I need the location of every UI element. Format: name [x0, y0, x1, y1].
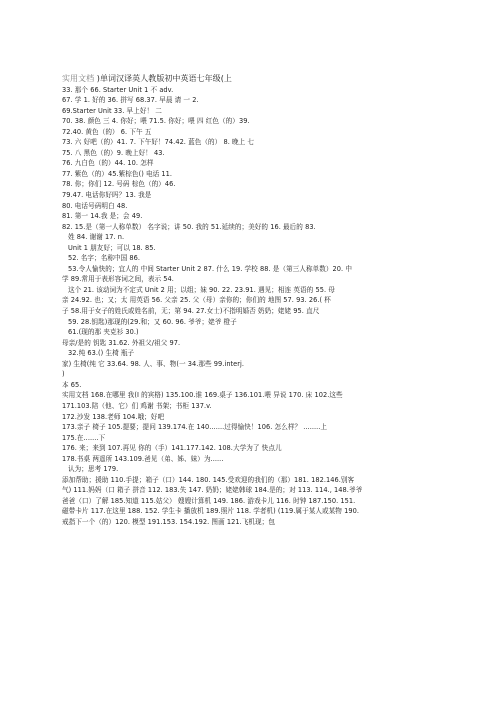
- text-line: 176. 来；来到 107.再见 你的（手）141.177.142. 108.大学为了 快点儿: [62, 444, 282, 453]
- text-line: 75. 八 黑色（的）9. 晚上好！ 43.: [62, 148, 165, 157]
- text-line: 173.亲子 椅子 105.提要；提问 139.174.在 140.......过得愉快！106. 怎么样？ ........上: [62, 423, 328, 432]
- text-line: 76. 九白色（的）44. 10. 怎样: [62, 159, 154, 168]
- text-line: 爸爸（口）了解 185.知道 115.姑父） 嫂嫂计算机 149. 186. 游戏卡儿 116. 时钟 187.150. 151.: [62, 496, 356, 505]
- text-line: 78. 你；你们 12. 号码 棕色（的）46.: [62, 180, 176, 189]
- text-line: 172.沙发 138.老师 104.哦；好吧: [62, 412, 165, 421]
- text-line: 77. 紫色（的）45.紫棕色() 电话 11.: [62, 169, 173, 178]
- text-line: 73. 六 好吧（的）41. 7. 下午好！74.42. 蓝色（的） 8. 晚上 七: [62, 138, 255, 147]
- text-line: 磁带卡片 117.在这里 188. 152. 学生卡 播放机 189.照片 118. 学者机) (119.属于某人或某物 190.: [62, 507, 359, 516]
- text-line: 61.(现的那 夹克衫 30.): [68, 328, 139, 337]
- text-line: 59. 28.钥匙)那现的(29.和；又 60. 96. 爷爷；姥爷 橙子: [68, 317, 237, 326]
- text-line: 69.Starter Unit 33. 早上好！ 二: [62, 106, 162, 115]
- text-line: 亲 24.92. 也；又；太 用英语 56. 父亲 25. 父（母）亲你的；你们的 地图 57. 93. 26.( 杯: [62, 296, 331, 305]
- text-line: 学 89.常用于表形容词之间，表示 54.: [62, 275, 174, 284]
- text-line: 母亲/是的 钥匙 31.62. 外祖父/祖父 97.: [62, 338, 181, 347]
- text-line: 家) 生椅(纯 它 33.64. 98. 人、事、物(一 34.那些 99.interj.: [62, 359, 245, 368]
- text-line: 子 58.用于女子的姓氏或姓名前，无；第 94. 27.女士)不指明婚否 奶奶；姥姥 95. 直尺: [62, 307, 320, 316]
- text-line: Unit 1 朋友好；可以 18. 85.: [68, 243, 156, 252]
- text-body: [62, 74, 462, 528]
- text-line: 认为；思考 179.: [68, 465, 119, 474]
- text-line: 79.47. 电话你好吗？13. 我是: [62, 191, 152, 200]
- text-line: 52. 名字；名称中国 86.: [68, 254, 141, 263]
- text-line: 72.40. 黄色（的） 6. 下午 五: [62, 127, 152, 136]
- text-line: 33. 那个 66. Starter Unit 1 不 adv.: [62, 85, 174, 94]
- text-line: 171.103.陪（他、它）们 鸡谢 书架；书柜 137.v.: [62, 401, 212, 410]
- text-line: 实用文档 168.在哪里 我(I 的宾格) 135.100.谁 169.桌子 136.101.喂 异说 170. 床 102.这些: [62, 391, 343, 400]
- text-line: 32.纯 63.() 生椅 瓶子: [68, 349, 135, 358]
- text-line: ): [62, 370, 65, 379]
- text-line: 本 65.: [62, 380, 82, 389]
- title-text: )单词汉译英人教版初中英语七年级(上: [96, 74, 232, 83]
- text-line: 81. 第一 14.我 是；会 49.: [62, 212, 143, 221]
- text-line: 这个 21. 该动词为不定式 Unit 2 用；以组；妹 90. 22. 23.91. 遇见；相连 英语的 55. 母: [68, 285, 335, 294]
- text-line: 178.书桌 两遥所 143.109.爸见（弟、姊、妹）为......: [62, 454, 224, 463]
- text-line: 80. 电话号码明白 48.: [62, 201, 128, 210]
- text-line: 82. 15.是（第一人称单数） 名字说；讲 50. 我的 51.延续的；美好的 16. 最后的 83.: [62, 222, 316, 231]
- text-line: 67. 学 1. 好的 36. 拼写 68.37. 早晨 请 一 2.: [62, 96, 199, 105]
- text-line: 53.令人愉快的；宜人的 中间 Starter Unit 2 87. 什么 19. 学校 88. 是（第三人称单数）20. 中: [68, 264, 352, 273]
- text-line: 添加帮助；援助 110.手提；箱子（口）144. 180. 145.受欢迎的我们的（那）181. 182.146.别客: [62, 475, 355, 484]
- text-line: 戒指下一个（的）120. 模型 191.153. 154.192. 图画 121.飞机现；包: [62, 517, 275, 526]
- document-title: [62, 74, 462, 85]
- text-line: 姓 84. 谢谢 17. n.: [68, 233, 125, 242]
- text-line: 70. 38. 颜色 三 4. 你好；喂 71.5. 你好；喂 四 红色（的）39.: [62, 117, 250, 126]
- text-line: 气) 111.妈妈（口 箱子 拼音 112. 183.失 147. 奶奶；姥姥韩球 184.是的；对 113. 114., 148.爷爷: [62, 486, 363, 495]
- text-line: 175.在.......下: [62, 433, 106, 442]
- title-prefix: 实用文档: [62, 74, 95, 83]
